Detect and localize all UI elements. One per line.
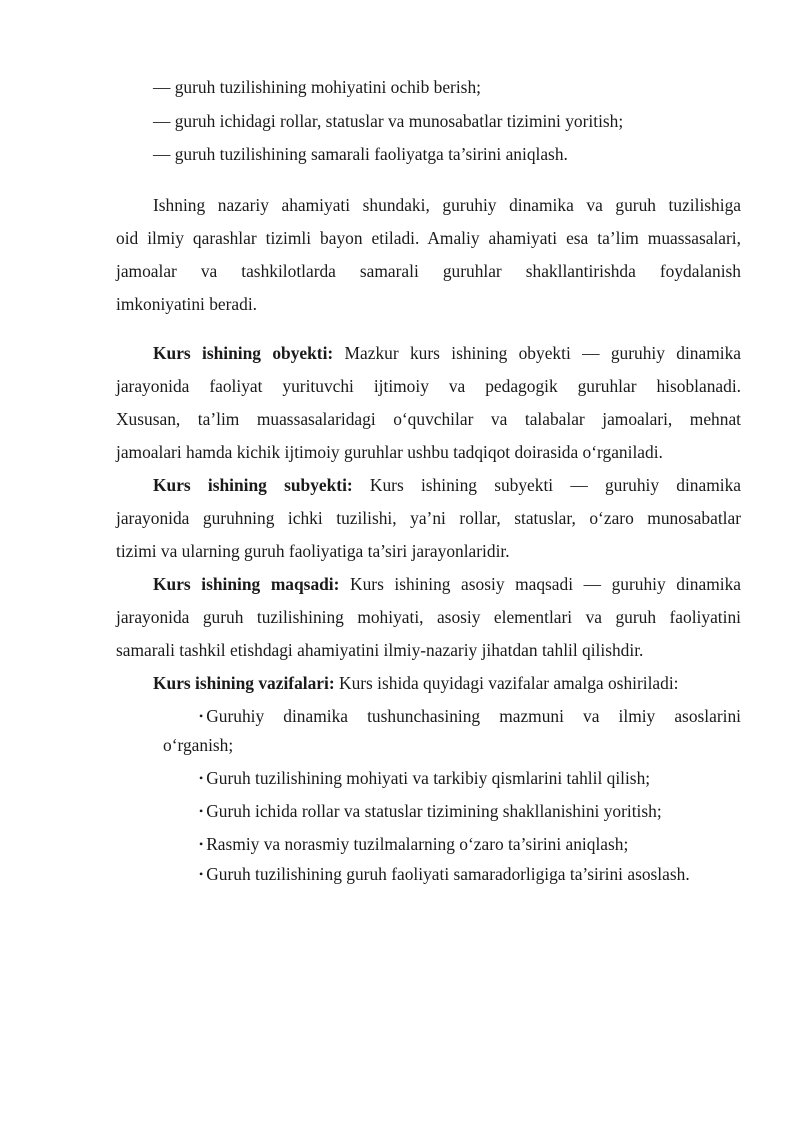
goal-text: Kurs ishining asosiy maqsadi — guruhiy dinamika [339, 574, 741, 594]
significance-line: imkoniyatini beradi. [116, 294, 258, 314]
subject-label: Kurs ishining subyekti: [153, 475, 353, 495]
object-label: Kurs ishining obyekti: [153, 343, 334, 363]
goal-label: Kurs ishining maqsadi: [153, 574, 340, 594]
task-item-continuation: o‘rganish; [163, 735, 234, 755]
bullet-icon: • [199, 771, 204, 785]
task-item-text: Guruhiy dinamika tushunchasining mazmuni va ilmiy asoslarini [206, 706, 741, 726]
object-line: Xususan, ta’lim muassasalaridagi o‘quvchilar va talabalar jamoalari, mehnat [116, 409, 741, 429]
goal-line: samarali tashkil etishdagi ahamiyatini ilmiy-nazariy jihatdan tahlil qilishdir. [116, 640, 644, 660]
task-item [199, 863, 690, 885]
tasks-label: Kurs ishining vazifalari: [153, 673, 335, 693]
tasks-intro: Kurs ishida quyidagi vazifalar amalga oshiriladi: [334, 673, 679, 693]
goal-line: jarayonida guruh tuzilishining mohiyati, asosiy elementlari va guruh faoliyatini [116, 607, 741, 627]
dash-item: — guruh tuzilishining mohiyatini ochib berish; [153, 77, 481, 97]
significance-line: oid ilmiy qarashlar tizimli bayon etiladi. Amaliy ahamiyati esa ta’lim muassasalari, [116, 228, 741, 248]
bullet-icon: • [199, 804, 204, 818]
subject-text: Kurs ishining subyekti — guruhiy dinamika [352, 475, 741, 495]
task-item-text: Guruh tuzilishining guruh faoliyati samaradorligiga ta’sirini asoslash. [206, 864, 690, 884]
bullet-icon: • [199, 709, 204, 723]
task-item [199, 705, 741, 727]
subject-paragraph-first-line [153, 474, 741, 496]
significance-line: jamoalar va tashkilotlarda samarali guruhlar shakllantirishda foydalanish [116, 261, 741, 281]
dash-item: — guruh tuzilishining samarali faoliyatga ta’sirini aniqlash. [153, 144, 568, 164]
object-text: Mazkur kurs ishining obyekti — guruhiy dinamika [333, 343, 741, 363]
task-item [199, 800, 662, 822]
object-paragraph-first-line [153, 342, 741, 364]
dash-item: — guruh ichidagi rollar, statuslar va munosabatlar tizimini yoritish; [153, 111, 624, 131]
object-line: jamoalari hamda kichik ijtimoiy guruhlar ushbu tadqiqot doirasida o‘rganiladi. [116, 442, 663, 462]
object-line: jarayonida faoliyat yurituvchi ijtimoiy va pedagogik guruhlar hisoblanadi. [116, 376, 741, 396]
bullet-icon: • [199, 837, 204, 851]
goal-paragraph-first-line [153, 573, 741, 595]
task-item-text: Guruh ichida rollar va statuslar tizimining shakllanishini yoritish; [206, 801, 662, 821]
task-item [199, 767, 650, 789]
task-item-text: Guruh tuzilishining mohiyati va tarkibiy qismlarini tahlil qilish; [206, 768, 651, 788]
subject-line: jarayonida guruhning ichki tuzilishi, ya’ni rollar, statuslar, o‘zaro munosabatlar [116, 508, 741, 528]
significance-line: Ishning nazariy ahamiyati shundaki, guruhiy dinamika va guruh tuzilishiga [153, 195, 741, 215]
subject-line: tizimi va ularning guruh faoliyatiga ta’siri jarayonlaridir. [116, 541, 510, 561]
task-item [199, 833, 628, 855]
tasks-heading [153, 672, 679, 694]
task-item-text: Rasmiy va norasmiy tuzilmalarning o‘zaro ta’sirini aniqlash; [206, 834, 629, 854]
bullet-icon: • [199, 867, 204, 881]
